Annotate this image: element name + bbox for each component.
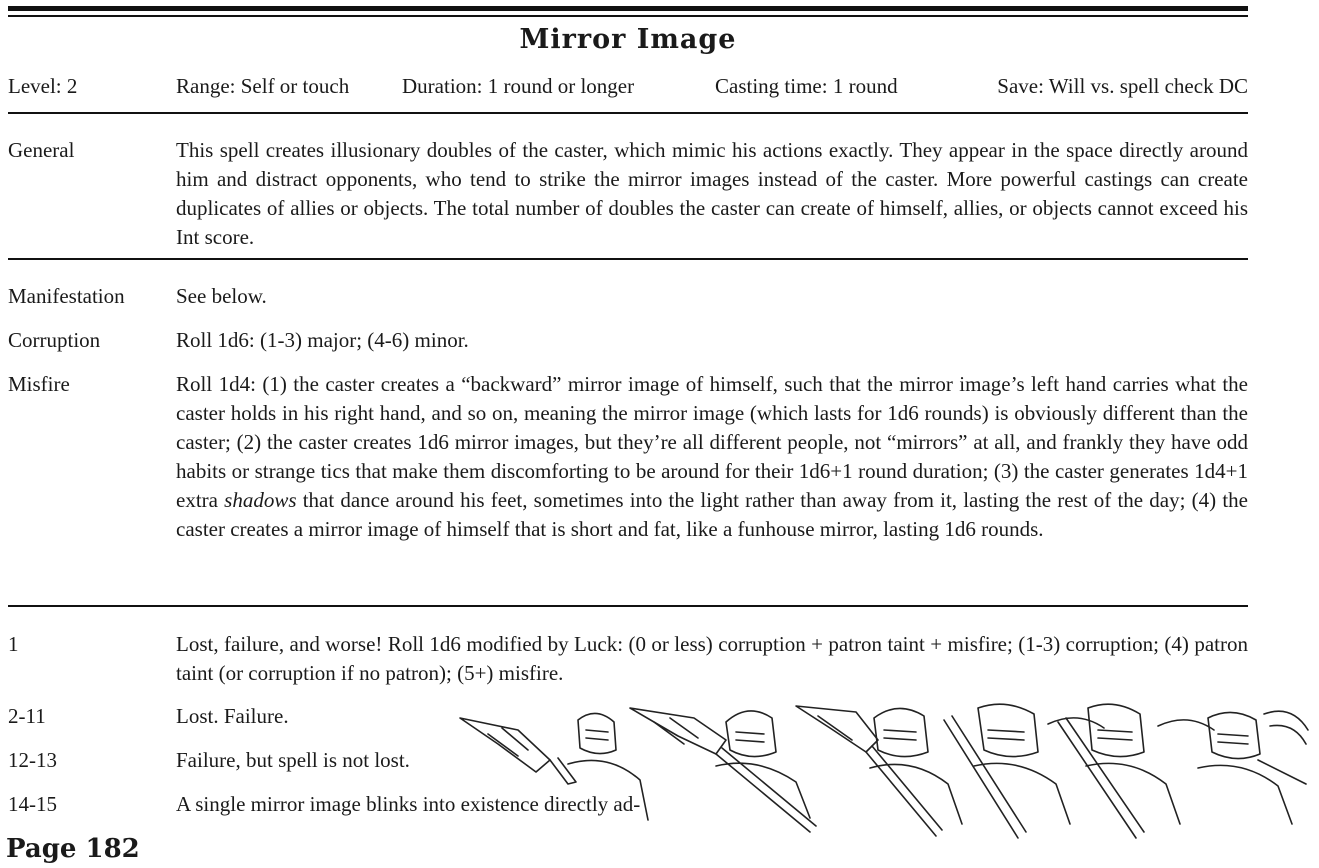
corruption-text: Roll 1d6: (1-3) major; (4-6) minor. — [176, 328, 469, 352]
misfire-text-italic: shadows — [224, 488, 297, 512]
warrior-figure-5 — [1058, 704, 1214, 838]
result-roll: 12-13 — [8, 748, 57, 772]
misfire-text-part-2: that dance around his feet, sometimes into the light rather than away from it, lasting the rest of the day; (4) the caster creates a mirror image of himself that is short and fat, like a funhouse mirror, lasting 1d6 rounds. — [176, 488, 1248, 541]
spell-save: Save: Will vs. spell check DC — [997, 74, 1248, 98]
general-label: General — [8, 138, 75, 162]
top-rule-thin — [8, 15, 1248, 17]
general-text: This spell creates illusionary doubles of the caster, which mimic his actions exactly. They appear in the space directly around him and distract opponents, who tend to strike the mirror images instead of the caster. More powerful castings can create duplicates of allies or objects. The total number of doubles the caster can create of himself, allies, or objects cannot exceed his Int score. — [176, 138, 1248, 249]
warrior-figure-4 — [944, 704, 1104, 838]
warrior-figure-2 — [630, 708, 816, 832]
spell-level: Level: 2 — [8, 74, 78, 98]
result-roll: 2-11 — [8, 704, 46, 728]
spell-stats-row — [8, 74, 1248, 104]
page-number: Page 182 — [6, 834, 140, 864]
spell-casting-time: Casting time: 1 round — [715, 74, 898, 98]
warrior-figure-6 — [1198, 711, 1308, 824]
general-divider — [8, 258, 1248, 260]
result-roll: 1 — [8, 632, 19, 656]
spell-duration: Duration: 1 round or longer — [402, 74, 635, 98]
mirror-image-warriors-illustration — [458, 700, 1310, 840]
misfire-text — [176, 370, 1248, 544]
result-text: Failure, but spell is not lost. — [176, 748, 410, 772]
corruption-label: Corruption — [8, 328, 101, 352]
misfire-divider — [8, 605, 1248, 607]
misfire-label: Misfire — [8, 372, 70, 396]
manifestation-text: See below. — [176, 284, 267, 308]
result-text: Lost, failure, and worse! Roll 1d6 modified by Luck: (0 or less) corruption + patron taint + misfire; (1-3) corruption; (4) patron taint (or corruption if no patron); (5+) misfire. — [176, 632, 1248, 685]
spell-title: Mirror Image — [519, 24, 737, 55]
header-divider — [8, 112, 1248, 114]
warrior-figure-1 — [460, 713, 648, 820]
top-rule-thick — [8, 6, 1248, 11]
result-text: A single mirror image blinks into existence directly ad- — [176, 792, 641, 816]
warrior-figure-3 — [796, 706, 962, 836]
result-text: Lost. Failure. — [176, 704, 289, 728]
manifestation-label: Manifestation — [8, 284, 125, 308]
result-roll: 14-15 — [8, 792, 57, 816]
misfire-text-part-1: Roll 1d4: (1) the caster creates a “backward” mirror image of himself, such that the mirror image’s left hand carries what the caster holds in his right hand, and so on, meaning the mirror image (which lasts for 1d6 rounds) is obviously different than the caster; (2) the caster creates 1d6 mirror images, but they’re all different people, not “mirrors” at all, and frankly they have odd habits or strange tics that make them discomforting to be around for their 1d6+1 round duration; (3) the caster generates 1d4+1 extra — [176, 372, 1248, 512]
spell-range: Range: Self or touch — [176, 74, 350, 98]
